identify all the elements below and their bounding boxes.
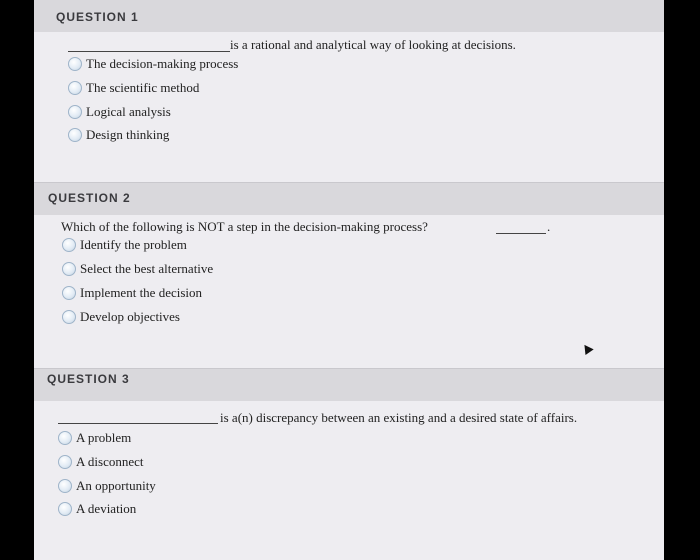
question-3-blank xyxy=(58,423,218,424)
option-label: The scientific method xyxy=(86,80,200,95)
radio-button-icon[interactable] xyxy=(58,479,72,493)
radio-button-icon[interactable] xyxy=(62,262,76,276)
radio-button-icon[interactable] xyxy=(62,286,76,300)
option-label: The decision-making process xyxy=(86,56,239,71)
question-3-option-3[interactable] xyxy=(58,478,156,494)
question-2-stem-suffix: . xyxy=(547,219,551,234)
question-1-option-3[interactable] xyxy=(68,104,171,120)
question-1-stem: is a rational and analytical way of looking at decisions. xyxy=(230,37,516,52)
option-label: Develop objectives xyxy=(80,309,180,324)
question-3-stem: is a(n) discrepancy between an existing and a desired state of affairs. xyxy=(220,410,578,425)
radio-button-icon[interactable] xyxy=(58,502,72,516)
question-2-blank xyxy=(496,233,546,234)
option-label: Identify the problem xyxy=(80,237,187,252)
question-1-option-2[interactable] xyxy=(68,80,199,96)
option-label: Logical analysis xyxy=(86,104,171,119)
option-label: A disconnect xyxy=(76,454,144,469)
question-2-option-1[interactable] xyxy=(62,237,187,253)
question-3-option-4[interactable] xyxy=(58,501,136,517)
radio-button-icon[interactable] xyxy=(68,81,82,95)
question-2-stem: Which of the following is NOT a step in the decision-making process? xyxy=(61,219,428,234)
option-label: Select the best alternative xyxy=(80,261,214,276)
radio-button-icon[interactable] xyxy=(62,310,76,324)
option-label: Implement the decision xyxy=(80,285,203,300)
radio-button-icon[interactable] xyxy=(68,128,82,142)
radio-button-icon[interactable] xyxy=(58,431,72,445)
radio-button-icon[interactable] xyxy=(68,57,82,71)
question-3-option-1[interactable] xyxy=(58,430,131,446)
question-2-title: QUESTION 2 xyxy=(48,191,131,205)
radio-button-icon[interactable] xyxy=(68,105,82,119)
option-label: Design thinking xyxy=(86,127,170,142)
quiz-screen xyxy=(34,0,664,560)
radio-button-icon[interactable] xyxy=(58,455,72,469)
option-label: A problem xyxy=(76,430,132,445)
question-2-option-4[interactable] xyxy=(62,309,180,325)
radio-button-icon[interactable] xyxy=(62,238,76,252)
question-1-blank xyxy=(68,51,230,52)
question-1-option-4[interactable] xyxy=(68,127,169,143)
question-2-option-2[interactable] xyxy=(62,261,213,277)
option-label: A deviation xyxy=(76,501,137,516)
question-3-option-2[interactable] xyxy=(58,454,144,470)
option-label: An opportunity xyxy=(76,478,156,493)
question-1-title: QUESTION 1 xyxy=(56,10,139,24)
question-3-title: QUESTION 3 xyxy=(47,372,130,386)
question-2-option-3[interactable] xyxy=(62,285,202,301)
question-1-option-1[interactable] xyxy=(68,56,238,72)
